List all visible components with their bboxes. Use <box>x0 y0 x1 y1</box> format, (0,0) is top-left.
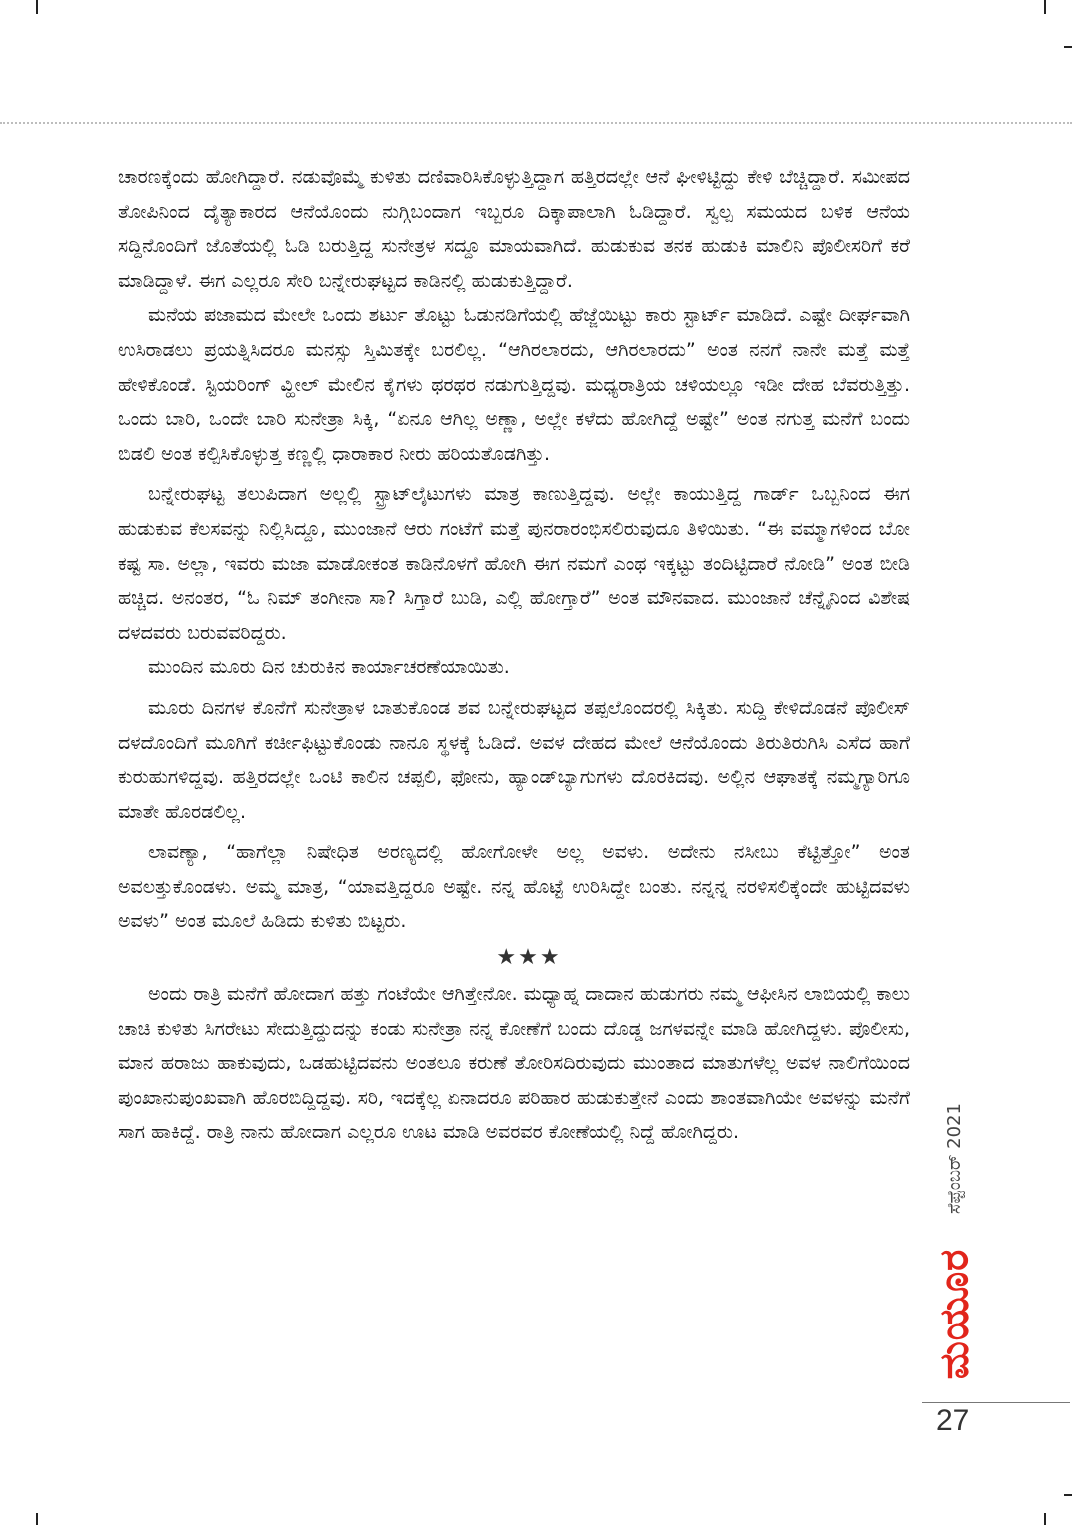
page-number: 27 <box>936 1404 970 1437</box>
article-body <box>118 160 910 1150</box>
page-number-rule <box>922 1402 1070 1403</box>
crop-mark-top-right <box>1044 0 1046 14</box>
article-paragraph: ಲಾವಣ್ಯಾ, “ಹಾಗೆಲ್ಲಾ ನಿಷೇಧಿತ ಅರಣ್ಯದಲ್ಲಿ ಹೋಗೋಳೇ ಅಲ್ಲ ಅವಳು. ಅದೇನು ನಸೀಬು ಕೆಟ್ಟಿತ್ತೋ” ಅಂತ ಅವಲತ್ತುಕೊಂಡಳು. ಅಮ್ಮ ಮಾತ್ರ, “ಯಾವತ್ತಿದ್ದರೂ ಅಷ್ಟೇ. ನನ್ನ ಹೊಟ್ಟೆ ಉರಿಸಿದ್ದೇ ಬಂತು. ನನ್ನನ್ನ ನರಳಿಸಲಿಕ್ಕೆಂದೇ ಹುಟ್ಟಿದವಳು ಅವಳು” ಅಂತ ಮೂಲೆ ಹಿಡಿದು ಕುಳಿತು ಬಿಟ್ಟರು. <box>118 841 910 933</box>
article-paragraph: ಅಂದು ರಾತ್ರಿ ಮನೆಗೆ ಹೋದಾಗ ಹತ್ತು ಗಂಟೆಯೇ ಆಗಿತ್ತೇನೋ. ಮಧ್ಯಾಹ್ನ ದಾದಾನ ಹುಡುಗರು ನಮ್ಮ ಆಫೀಸಿನ ಲಾಬಿಯಲ್ಲಿ ಕಾಲು ಚಾಚಿ ಕುಳಿತು ಸಿಗರೇಟು ಸೇದುತ್ತಿದ್ದುದನ್ನು ಕಂಡು ಸುನೇತ್ರಾ ನನ್ನ ಕೋಣೆಗೆ ಬಂದು ದೊಡ್ಡ ಜಗಳವನ್ನೇ ಮಾಡಿ ಹೋಗಿದ್ದಳು. ಪೊಲೀಸು, ಮಾನ ಹರಾಜು ಹಾಕುವುದು, ಒಡಹುಟ್ಟಿದವನು ಅಂತಲೂ ಕರುಣೆ ತೋರಿಸದಿರುವುದು ಮುಂತಾದ ಮಾತುಗಳೆಲ್ಲ ಅವಳ ನಾಲಿಗೆಯಿಂದ ಪುಂಖಾನುಪುಂಖವಾಗಿ ಹೊರಬಿದ್ದಿದ್ದವು. ಸರಿ, ಇದಕ್ಕೆಲ್ಲ ಏನಾದರೂ ಪರಿಹಾರ ಹುಡುಕುತ್ತೇನೆ ಎಂದು ಶಾಂತವಾಗಿಯೇ ಅವಳನ್ನು ಮನೆಗೆ ಸಾಗ ಹಾಕಿದ್ದೆ. ರಾತ್ರಿ ನಾನು ಹೋದಾಗ ಎಲ್ಲರೂ ಊಟ ಮಾಡಿ ಅವರವರ ಕೋಣೆಯಲ್ಲಿ ನಿದ್ದೆ ಹೋಗಿದ್ದರು. <box>118 983 910 1144</box>
article-paragraph: ಮನೆಯ ಪಜಾಮದ ಮೇಲೇ ಒಂದು ಶರ್ಟು ತೊಟ್ಟು ಓಡುನಡಿಗೆಯಲ್ಲಿ ಹೆಜ್ಜೆಯಿಟ್ಟು ಕಾರು ಸ್ಟಾರ್ಟ್ ಮಾಡಿದೆ. ಎಷ್ಟೇ ದೀರ್ಘವಾಗಿ ಉಸಿರಾಡಲು ಪ್ರಯತ್ನಿಸಿದರೂ ಮನಸ್ಸು ಸ್ತಿಮಿತಕ್ಕೇ ಬರಲಿಲ್ಲ. “ಆಗಿರಲಾರದು, ಆಗಿರಲಾರದು” ಅಂತ ನನಗೆ ನಾನೇ ಮತ್ತೆ ಮತ್ತೆ ಹೇಳಿಕೊಂಡೆ. ಸ್ಟಿಯರಿಂಗ್ ವ್ಹೀಲ್ ಮೇಲಿನ ಕೈಗಳು ಥರಥರ ನಡುಗುತ್ತಿದ್ದವು. ಮಧ್ಯರಾತ್ರಿಯ ಚಳಿಯಲ್ಲೂ ಇಡೀ ದೇಹ ಬೆವರುತ್ತಿತ್ತು. ಒಂದು ಬಾರಿ, ಒಂದೇ ಬಾರಿ ಸುನೇತ್ರಾ ಸಿಕ್ಕಿ, “ಏನೂ ಆಗಿಲ್ಲ ಅಣ್ಣಾ, ಅಲ್ಲೇ ಕಳೆದು ಹೋಗಿದ್ದೆ ಅಷ್ಟೇ” ಅಂತ ನಗುತ್ತ ಮನೆಗೆ ಬಂದು ಬಿಡಲಿ ಅಂತ ಕಲ್ಪಿಸಿಕೊಳ್ಳುತ್ತ ಕಣ್ಣಲ್ಲಿ ಧಾರಾಕಾರ ನೀರು ಹರಿಯತೊಡಗಿತ್ತು. <box>118 304 910 465</box>
crop-mark-right-lower <box>1064 1494 1072 1496</box>
issue-date-text: ಸೆಪ್ಟೆಂಬರ್ 2021 <box>943 1102 965 1214</box>
masthead-logo <box>931 1230 977 1398</box>
issue-date <box>937 1088 971 1228</box>
crop-mark-right-upper <box>1064 46 1072 48</box>
crop-mark-top-left <box>36 0 38 14</box>
article-paragraph: ಮೂರು ದಿನಗಳ ಕೊನೆಗೆ ಸುನೇತ್ರಾಳ ಬಾತುಕೊಂಡ ಶವ ಬನ್ನೇರುಘಟ್ಟದ ತಪ್ಪಲೊಂದರಲ್ಲಿ ಸಿಕ್ಕಿತು. ಸುದ್ದಿ ಕೇಳಿದೊಡನೆ ಪೊಲೀಸ್ ದಳದೊಂದಿಗೆ ಮೂಗಿಗೆ ಕರ್ಚೀಫಿಟ್ಟುಕೊಂಡು ನಾನೂ ಸ್ಥಳಕ್ಕೆ ಓಡಿದೆ. ಅವಳ ದೇಹದ ಮೇಲೆ ಆನೆಯೊಂದು ತಿರುತಿರುಗಿಸಿ ಎಸೆದ ಹಾಗೆ ಕುರುಹುಗಳಿದ್ದವು. ಹತ್ತಿರದಲ್ಲೇ ಒಂಟಿ ಕಾಲಿನ ಚಪ್ಪಲಿ, ಫೋನು, ಹ್ಯಾಂಡ್‌ಬ್ಯಾಗುಗಳು ದೊರಕಿದವು. ಅಲ್ಲಿನ ಆಘಾತಕ್ಕೆ ನಮ್ಮಗ್ಯಾರಿಗೂ ಮಾತೇ ಹೊರಡಲಿಲ್ಲ. <box>118 696 910 823</box>
crop-mark-bottom-left <box>36 1513 38 1525</box>
article-paragraph: ಮುಂದಿನ ಮೂರು ದಿನ ಚುರುಕಿನ ಕಾರ್ಯಾಚರಣೆಯಾಯಿತು. <box>148 656 510 679</box>
article-paragraph: ಬನ್ನೇರುಘಟ್ಟ ತಲುಪಿದಾಗ ಅಲ್ಲಲ್ಲಿ ಸ್ಟ್ರಾಟ್‌ಲೈಟುಗಳು ಮಾತ್ರ ಕಾಣುತ್ತಿದ್ದವು. ಅಲ್ಲೇ ಕಾಯುತ್ತಿದ್ದ ಗಾರ್ಡ್ ಒಬ್ಬನಿಂದ ಈಗ ಹುಡುಕುವ ಕೆಲಸವನ್ನು ನಿಲ್ಲಿಸಿದ್ದೂ, ಮುಂಜಾನೆ ಆರು ಗಂಟೆಗೆ ಮತ್ತೆ ಪುನರಾರಂಭಿಸಲಿರುವುದೂ ತಿಳಿಯಿತು. “ಈ ವಮ್ಮಾಗಳಿಂದ ಬೋ ಕಷ್ಟ ಸಾ. ಅಲ್ಲಾ, ಇವರು ಮಜಾ ಮಾಡೋಕಂತ ಕಾಡಿನೊಳಗೆ ಹೋಗಿ ಈಗ ನಮಗೆ ಎಂಥ ಇಕ್ಕಟ್ಟು ತಂದಿಟ್ಟಿದಾರೆ ನೋಡಿ” ಅಂತ ಬೀಡಿ ಹಚ್ಚಿದ. ಅನಂತರ, “ಓ ನಿಮ್ ತಂಗೀನಾ ಸಾ? ಸಿಗ್ತಾರೆ ಬುಡಿ, ಎಲ್ಲಿ ಹೋಗ್ತಾರೆ” ಅಂತ ಮೌನವಾದ. ಮುಂಜಾನೆ ಚೆನ್ನೈನಿಂದ ವಿಶೇಷ ದಳದವರು ಬರುವವರಿದ್ದರು. <box>118 483 910 644</box>
header-dotted-rule <box>0 122 1072 124</box>
section-separator: ★★★ <box>496 945 562 971</box>
article-paragraph: ಚಾರಣಕ್ಕೆಂದು ಹೋಗಿದ್ದಾರೆ. ನಡುವೊಮ್ಮೆ ಕುಳಿತು ದಣಿವಾರಿಸಿಕೊಳ್ಳುತ್ತಿದ್ದಾಗ ಹತ್ತಿರದಲ್ಲೇ ಆನೆ ಘೀಳಿಟ್ಟಿದ್ದು ಕೇಳಿ ಬೆಚ್ಚಿದ್ದಾರೆ. ಸಮೀಪದ ತೋಪಿನಿಂದ ದೈತ್ಯಾಕಾರದ ಆನೆಯೊಂದು ನುಗ್ಗಿಬಂದಾಗ ಇಬ್ಬರೂ ದಿಕ್ಕಾಪಾಲಾಗಿ ಓಡಿದ್ದಾರೆ. ಸ್ವಲ್ಪ ಸಮಯದ ಬಳಿಕ ಆನೆಯ ಸದ್ದಿನೊಂದಿಗೆ ಜೊತೆಯಲ್ಲಿ ಓಡಿ ಬರುತ್ತಿದ್ದ ಸುನೇತ್ರಳ ಸದ್ದೂ ಮಾಯವಾಗಿದೆ. ಹುಡುಕುವ ತನಕ ಹುಡುಕಿ ಮಾಲಿನಿ ಪೊಲೀಸರಿಗೆ ಕರೆ ಮಾಡಿದ್ದಾಳೆ. ಈಗ ಎಲ್ಲರೂ ಸೇರಿ ಬನ್ನೇರುಘಟ್ಟದ ಕಾಡಿನಲ್ಲಿ ಹುಡುಕುತ್ತಿದ್ದಾರೆ. <box>118 166 910 292</box>
masthead-text: ಮಯೂರ <box>931 1248 977 1380</box>
crop-mark-bottom-right <box>1044 1513 1046 1525</box>
